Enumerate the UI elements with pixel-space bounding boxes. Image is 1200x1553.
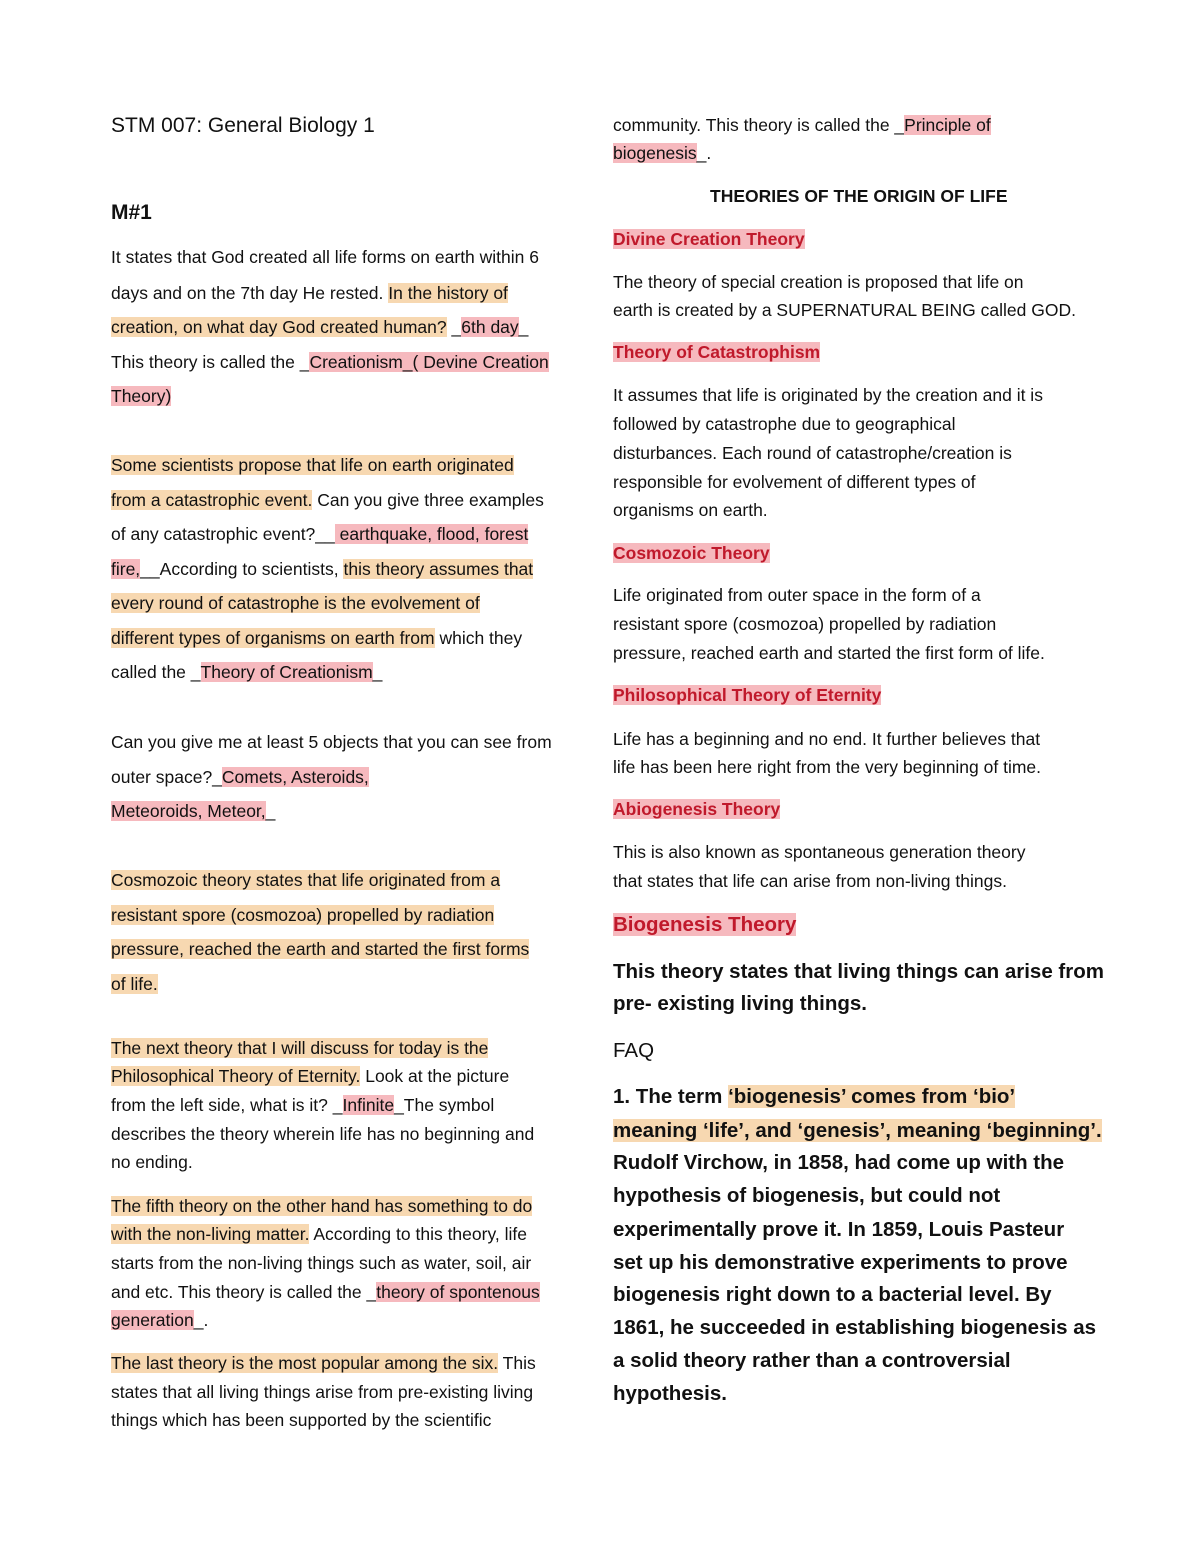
q2-line-5: every round of catastrophe is the evolvement of [111, 593, 480, 613]
q4-line-1: Cosmozoic theory states that life originated from a [111, 870, 501, 890]
q1-line-1: It states that God created all life forms on earth within 6 [111, 247, 539, 267]
faq-line-9: a solid theory rather than a controversial [613, 1349, 1011, 1372]
document-title: STM 007: General Biology 1 [111, 114, 375, 137]
faq-line-2: meaning ‘life’, and ‘genesis’, meaning ‘beginning’. [613, 1119, 1102, 1142]
divine-creation-title: Divine Creation Theory [613, 229, 805, 249]
q2-line-2: from a catastrophic event. Can you give three examples [111, 490, 544, 510]
faq-line-4: hypothesis of biogenesis, but could not [613, 1184, 1001, 1207]
abiogenesis-line-1: This is also known as spontaneous generation theory [613, 842, 1026, 862]
continuation-line-1: community. This theory is called the _Principle of [613, 115, 991, 135]
cosmozoic-line-2: resistant spore (cosmozoa) propelled by radiation [613, 614, 997, 634]
catastrophism-line-1: It assumes that life is originated by the creation and it is [613, 385, 1043, 405]
q2-line-3: of any catastrophic event?__ earthquake, flood, forest [111, 524, 529, 544]
q1-line-5: Theory) [111, 386, 172, 406]
q4-line-3: pressure, reached the earth and started the first forms [111, 939, 530, 959]
q7-line-2: states that all living things arise from pre-existing living [111, 1382, 534, 1402]
eternity-title: Philosophical Theory of Eternity [613, 685, 882, 705]
q2-line-7: called the _Theory of Creationism_ [111, 662, 383, 682]
faq-line-5: experimentally prove it. In 1859, Louis Pasteur [613, 1218, 1065, 1241]
faq-line-1: 1. The term ‘biogenesis’ comes from ‘bio’ [613, 1085, 1016, 1108]
q6-line-4: and etc. This theory is called the _theory of spontenous [111, 1282, 540, 1302]
cosmozoic-line-1: Life originated from outer space in the form of a [613, 585, 981, 605]
divine-line-2: earth is created by a SUPERNATURAL BEING called GOD. [613, 300, 1076, 320]
cosmozoic-title: Cosmozoic Theory [613, 543, 770, 563]
q7-line-1: The last theory is the most popular among the six. This [111, 1353, 536, 1373]
catastrophism-title: Theory of Catastrophism [613, 342, 821, 362]
divine-line-1: The theory of special creation is proposed that life on [613, 272, 1024, 292]
module-label: M#1 [111, 201, 152, 224]
q6-line-5: generation_. [111, 1310, 209, 1330]
q1-line-4: This theory is called the _Creationism_( Devine Creation [111, 352, 549, 372]
q4-line-2: resistant spore (cosmozoa) propelled by radiation [111, 905, 495, 925]
q5-line-3: from the left side, what is it? _Infinite_The symbol [111, 1095, 495, 1115]
q5-line-4: describes the theory wherein life has no beginning and [111, 1124, 535, 1144]
q1-line-3: creation, on what day God created human? _6th day_ [111, 317, 529, 337]
q2-line-1: Some scientists propose that life on earth originated [111, 455, 514, 475]
q5-line-2: Philosophical Theory of Eternity. Look at the picture [111, 1066, 510, 1086]
abiogenesis-line-2: that states that life can arise from non-living things. [613, 871, 1007, 891]
q2-line-4: fire,__According to scientists, this theory assumes that [111, 559, 534, 579]
q4-line-4: of life. [111, 974, 158, 994]
q3-line-2: outer space?_Comets, Asteroids, [111, 767, 369, 787]
faq-line-8: 1861, he succeeded in establishing biogenesis as [613, 1316, 1097, 1339]
biogenesis-line-2: pre- existing living things. [613, 992, 867, 1015]
q5-line-1: The next theory that I will discuss for today is the [111, 1038, 489, 1058]
biogenesis-title: Biogenesis Theory [613, 913, 797, 936]
q5-line-5: no ending. [111, 1152, 193, 1172]
q1-line-2: days and on the 7th day He rested. In the history of [111, 283, 508, 303]
section-heading: THEORIES OF THE ORIGIN OF LIFE [710, 186, 1008, 206]
q6-line-3: starts from the non-living things such as water, soil, air [111, 1253, 532, 1273]
catastrophism-line-5: organisms on earth. [613, 500, 768, 520]
faq-line-3: Rudolf Virchow, in 1858, had come up with the [613, 1151, 1065, 1174]
q3-line-1: Can you give me at least 5 objects that you can see from [111, 732, 552, 752]
catastrophism-line-3: disturbances. Each round of catastrophe/creation is [613, 443, 1012, 463]
catastrophism-line-4: responsible for evolvement of different types of [613, 472, 976, 492]
q2-line-6: different types of organisms on earth from which they [111, 628, 523, 648]
q6-line-2: with the non-living matter. According to this theory, life [111, 1224, 527, 1244]
catastrophism-line-2: followed by catastrophe due to geographical [613, 414, 956, 434]
biogenesis-line-1: This theory states that living things can arise from [613, 960, 1104, 983]
q6-line-1: The fifth theory on the other hand has something to do [111, 1196, 533, 1216]
faq-line-10: hypothesis. [613, 1382, 727, 1405]
faq-label: FAQ [613, 1039, 655, 1062]
faq-line-7: biogenesis right down to a bacterial level. By [613, 1283, 1052, 1306]
faq-line-6: set up his demonstrative experiments to prove [613, 1251, 1068, 1274]
continuation-line-2: biogenesis_. [613, 143, 712, 163]
cosmozoic-line-3: pressure, reached earth and started the first form of life. [613, 643, 1045, 663]
eternity-line-2: life has been here right from the very beginning of time. [613, 757, 1042, 777]
eternity-line-1: Life has a beginning and no end. It further believes that [613, 729, 1041, 749]
abiogenesis-title: Abiogenesis Theory [613, 799, 781, 819]
q7-line-3: things which has been supported by the scientific [111, 1410, 492, 1430]
q3-line-3: Meteoroids, Meteor,_ [111, 801, 276, 821]
